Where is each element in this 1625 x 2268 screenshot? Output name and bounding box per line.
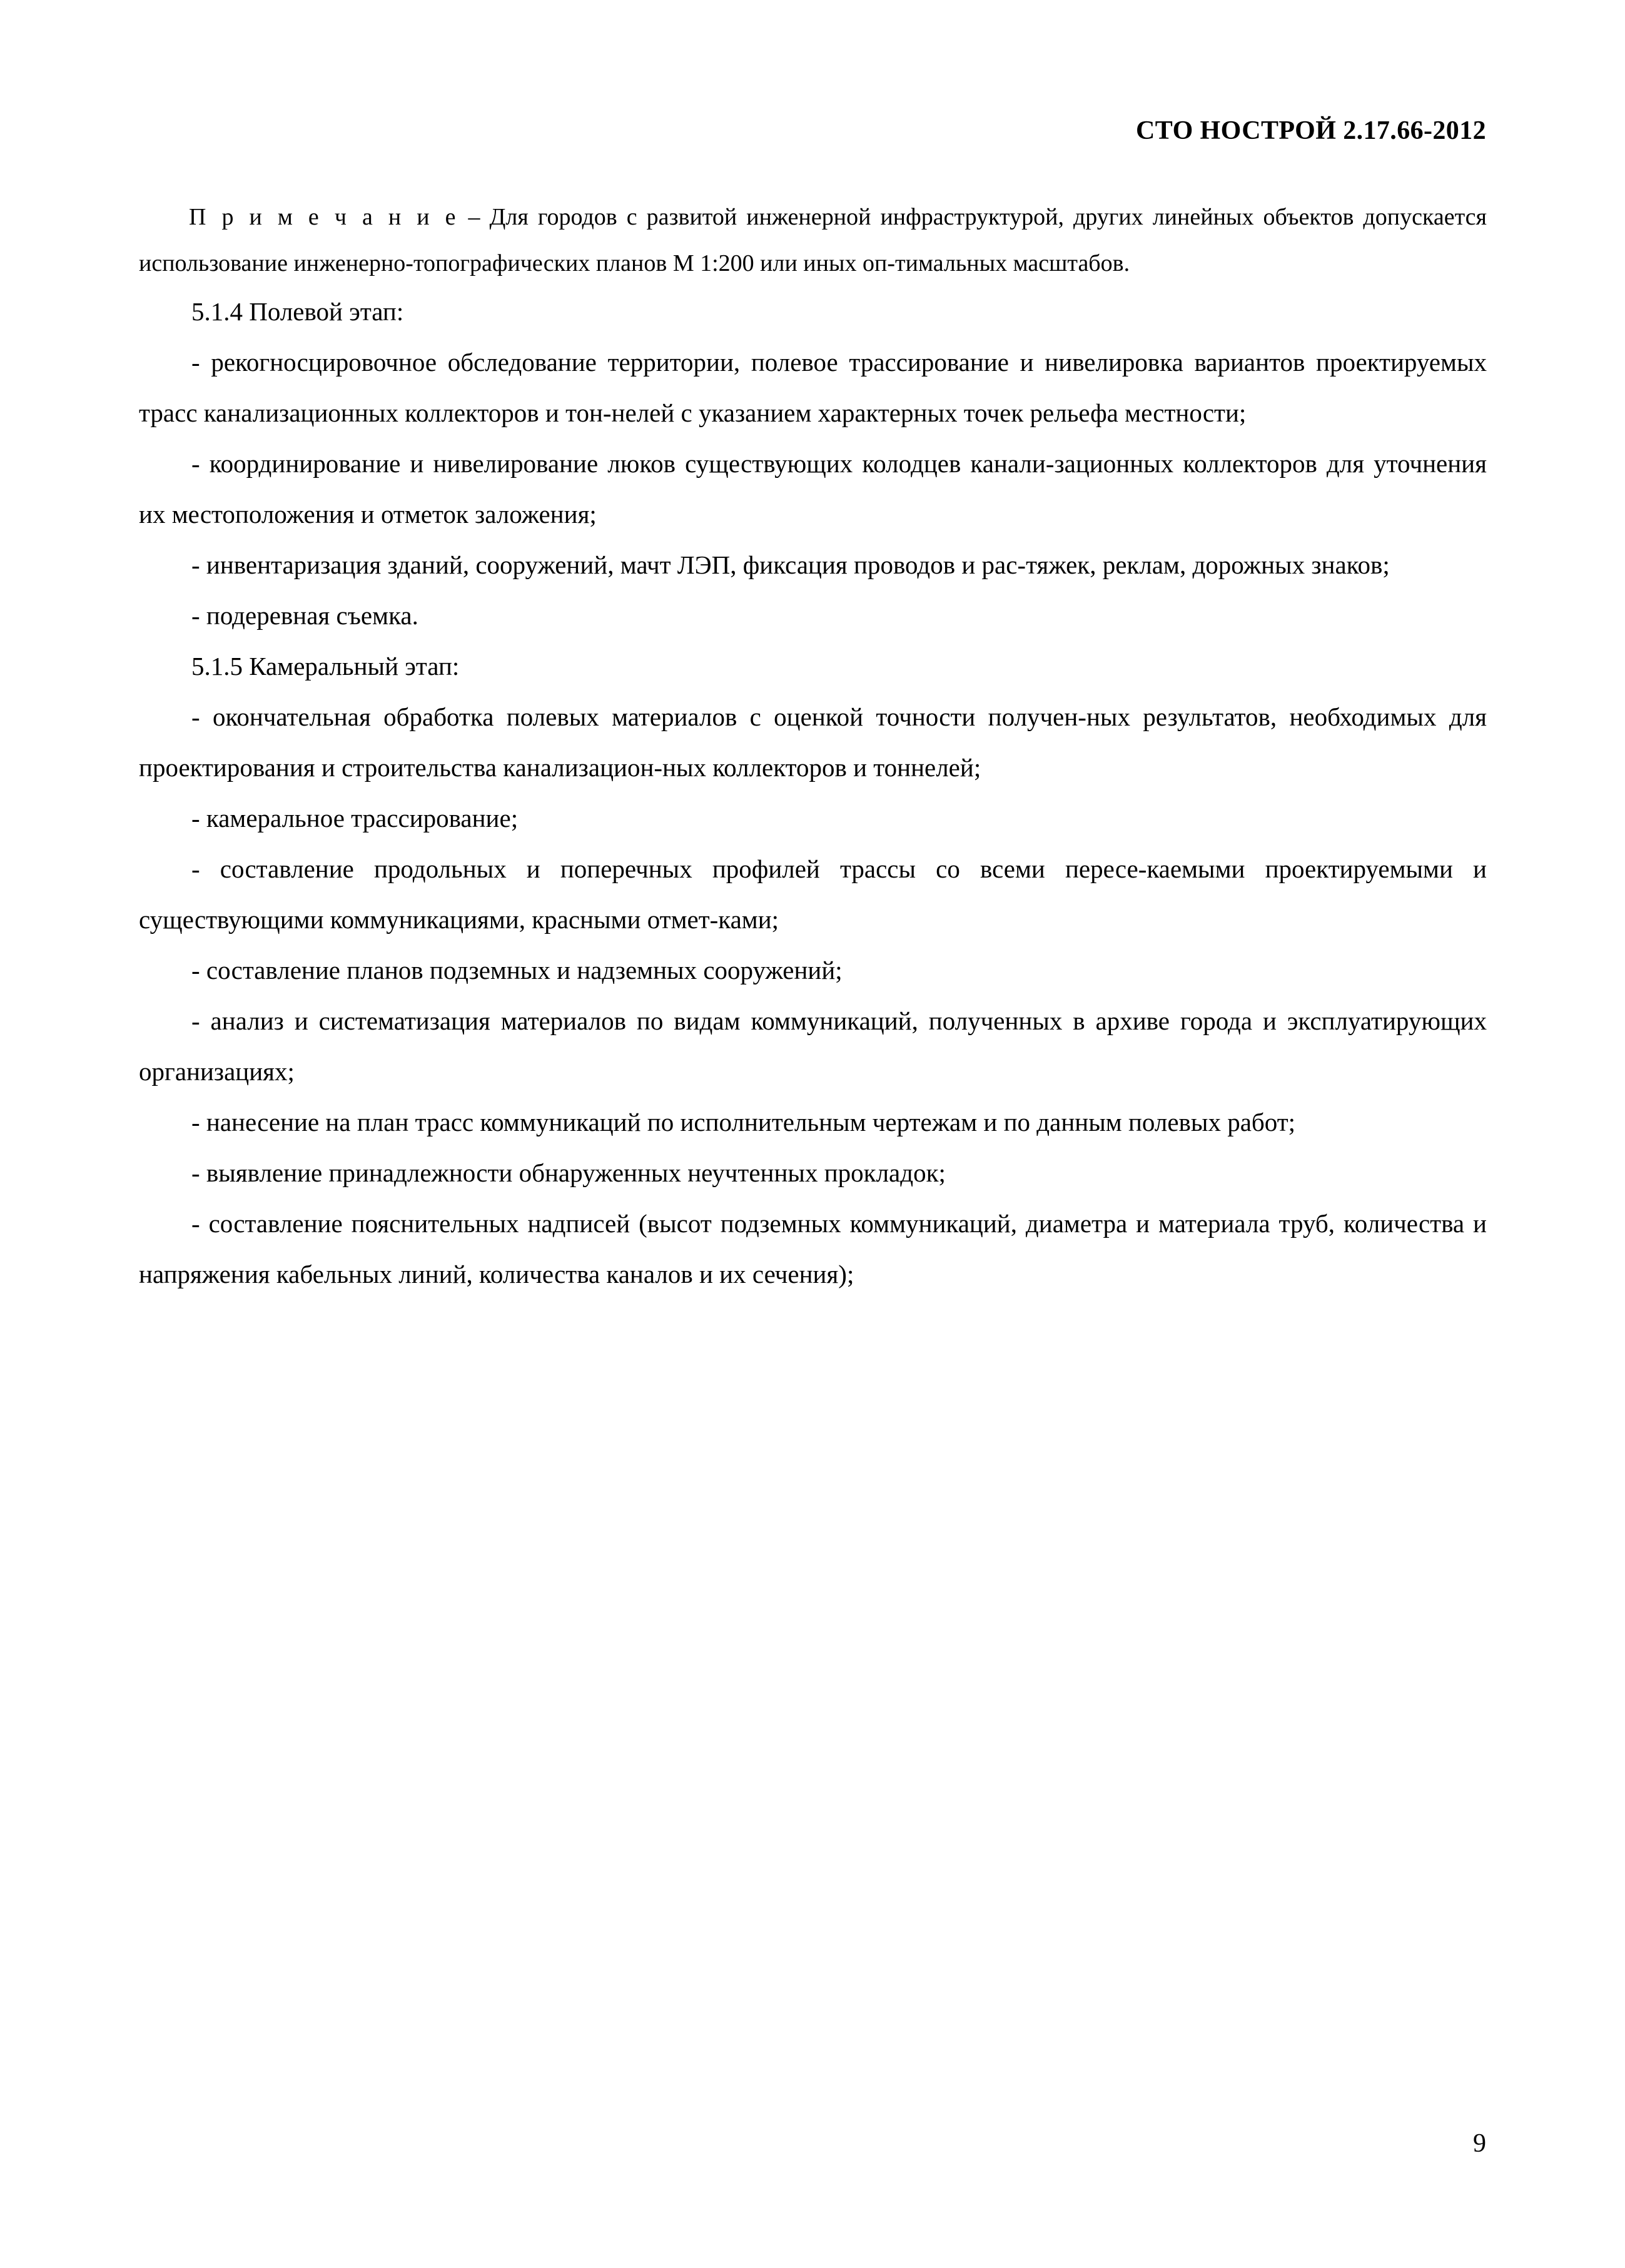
paragraph-explanatory-labels: - составление пояснительных надписей (высот подземных коммуникаций, диаметра и материала труб, количества и напряжения кабельных линий, количества каналов и их сечения); [139,1209,1487,1288]
paragraph-analysis-systematization: - анализ и систематизация материалов по видам коммуникаций, полученных в архиве города и эксплуатирующих организациях; [139,1006,1487,1086]
paragraph-5-1-4-heading: 5.1.4 Полевой этап: [191,297,404,326]
paragraph-5-1-5-heading: 5.1.5 Камеральный этап: [191,652,460,681]
note-label: П р и м е ч а н и е [189,204,459,230]
paragraph-plans-structures: - составление планов подземных и надземных сооружений; [191,956,843,985]
paragraph-inventory: - инвентаризация зданий, сооружений, мачт ЛЭП, фиксация проводов и рас-тяжек, реклам, дорожных знаков; [191,550,1390,579]
page-header: СТО НОСТРОЙ 2.17.66-2012 [1136,116,1486,145]
paragraph-final-processing: - окончательная обработка полевых материалов с оценкой точности получен-ных результатов, необходимых для проектирования и строительства канализацион-ных коллекторов и тоннелей; [139,702,1487,782]
note-text: – Для городов с развитой инженерной инфраструктурой, других линейных объектов допускается использование инженерно-топографических планов М 1:200 или иных оп-тимальных масштабов. [139,204,1487,276]
paragraph-profiles: - составление продольных и поперечных профилей трассы со всеми пересе-каемыми проектируемыми и существующими коммуникациями, красными отмет-ками; [139,854,1487,934]
paragraph-desk-tracing: - камеральное трассирование; [191,804,519,833]
paragraph-recon-survey: - рекогносцировочное обследование территории, полевое трассирование и нивелировка вариантов проектируемых трасс канализационных коллекторов и тон-нелей с указанием характерных точек рельефа местности; [139,348,1487,427]
page-number: 9 [1473,2129,1486,2158]
paragraph-tree-survey: - подеревная съемка. [191,601,418,630]
paragraph-coordination-leveling: - координирование и нивелирование люков существующих колодцев канали-зационных коллекторов для уточнения их местоположения и отметок заложения; [139,449,1487,529]
note-paragraph [139,194,1487,286]
document-body [139,194,1487,1300]
paragraph-identify-unaccounted: - выявление принадлежности обнаруженных неучтенных прокладок; [191,1158,946,1187]
paragraph-plotting-routes: - нанесение на план трасс коммуникаций по исполнительным чертежам и по данным полевых работ; [191,1108,1296,1137]
